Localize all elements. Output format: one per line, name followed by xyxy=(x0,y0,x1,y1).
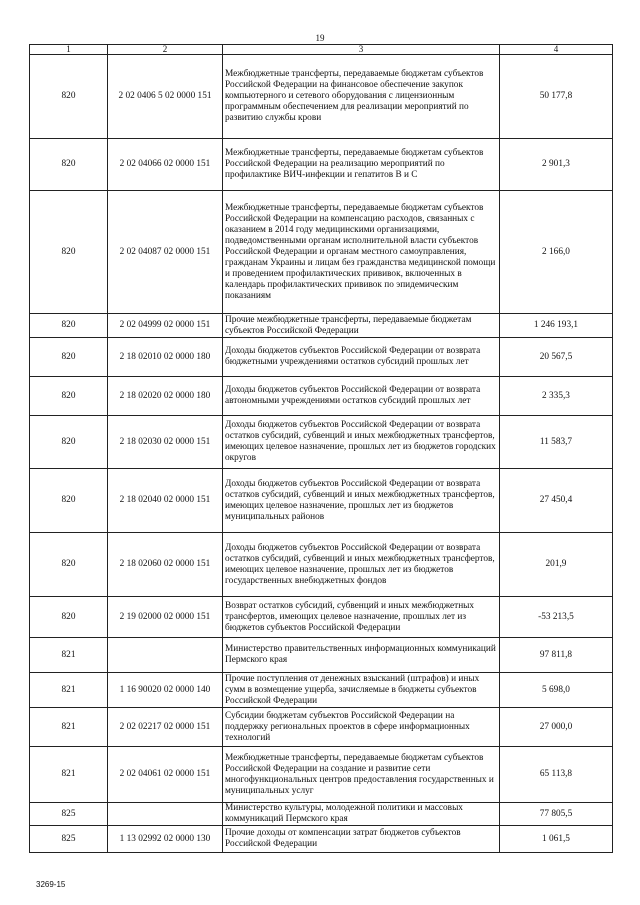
budget-code-cell: 2 18 02060 02 0000 151 xyxy=(108,533,223,597)
budget-code-cell: 2 18 02030 02 0000 151 xyxy=(108,416,223,469)
admin-code-cell: 820 xyxy=(30,139,108,191)
admin-code-cell: 820 xyxy=(30,191,108,314)
amount-cell: 1 246 193,1 xyxy=(500,314,613,338)
column-header-2: 2 xyxy=(108,45,223,55)
table-row xyxy=(30,803,613,826)
table-row xyxy=(30,638,613,673)
amount-cell: 2 901,3 xyxy=(500,139,613,191)
description-cell: Субсидии бюджетам субъектов Российской Федерации на поддержку региональных проектов в сфере информационных технологий xyxy=(223,708,500,747)
description-cell: Министерство культуры, молодежной политики и массовых коммуникаций Пермского края xyxy=(223,803,500,826)
amount-cell: 27 450,4 xyxy=(500,469,613,533)
description-cell: Межбюджетные трансферты, передаваемые бюджетам субъектов Российской Федерации на компенсацию расходов, связанных с оказанием в 2014 году медицинскими организациями, подведомственными органам исполнительной власти субъектов Российской Федерации и органам местного самоуправления, гражданам Украины и лицам без гражданства медицинской помощи и проведением профилактических прививок, включенных в календарь профилактических прививок по эпидемическим показаниям xyxy=(223,191,500,314)
amount-cell: 11 583,7 xyxy=(500,416,613,469)
header-row xyxy=(30,45,613,55)
admin-code-cell: 820 xyxy=(30,377,108,416)
budget-code-cell: 2 02 04087 02 0000 151 xyxy=(108,191,223,314)
amount-cell: -53 213,5 xyxy=(500,597,613,638)
admin-code-cell: 820 xyxy=(30,416,108,469)
table-row xyxy=(30,597,613,638)
budget-code-cell: 2 02 0406 5 02 0000 151 xyxy=(108,55,223,139)
budget-code-cell: 2 18 02020 02 0000 180 xyxy=(108,377,223,416)
amount-cell: 2 335,3 xyxy=(500,377,613,416)
table-row xyxy=(30,416,613,469)
description-cell: Министерство правительственных информационных коммуникаций Пермского края xyxy=(223,638,500,673)
table-row xyxy=(30,673,613,708)
amount-cell: 2 166,0 xyxy=(500,191,613,314)
amount-cell: 77 805,5 xyxy=(500,803,613,826)
column-header-1: 1 xyxy=(30,45,108,55)
budget-code-cell: 2 18 02040 02 0000 151 xyxy=(108,469,223,533)
table-row xyxy=(30,55,613,139)
admin-code-cell: 820 xyxy=(30,469,108,533)
admin-code-cell: 820 xyxy=(30,597,108,638)
admin-code-cell: 825 xyxy=(30,826,108,853)
budget-code-cell: 1 16 90020 02 0000 140 xyxy=(108,673,223,708)
admin-code-cell: 821 xyxy=(30,638,108,673)
budget-code-cell: 2 19 02000 02 0000 151 xyxy=(108,597,223,638)
budget-code-cell xyxy=(108,638,223,673)
table-row xyxy=(30,826,613,853)
description-cell: Межбюджетные трансферты, передаваемые бюджетам субъектов Российской Федерации на финансовое обеспечение закупок компьютерного и сетевого оборудования с лицензионным программным обеспечением для реализации мероприятий по развитию службы крови xyxy=(223,55,500,139)
admin-code-cell: 820 xyxy=(30,338,108,377)
admin-code-cell: 821 xyxy=(30,708,108,747)
description-cell: Доходы бюджетов субъектов Российской Федерации от возврата автономными учреждениями остатков субсидий прошлых лет xyxy=(223,377,500,416)
amount-cell: 27 000,0 xyxy=(500,708,613,747)
column-header-4: 4 xyxy=(500,45,613,55)
amount-cell: 50 177,8 xyxy=(500,55,613,139)
table-row xyxy=(30,708,613,747)
amount-cell: 65 113,8 xyxy=(500,747,613,803)
table-row xyxy=(30,314,613,338)
description-cell: Прочие межбюджетные трансферты, передаваемые бюджетам субъектов Российской Федерации xyxy=(223,314,500,338)
budget-code-cell: 1 13 02992 02 0000 130 xyxy=(108,826,223,853)
admin-code-cell: 820 xyxy=(30,533,108,597)
description-cell: Доходы бюджетов субъектов Российской Федерации от возврата бюджетными учреждениями остатков субсидий прошлых лет xyxy=(223,338,500,377)
table-row xyxy=(30,139,613,191)
table-row xyxy=(30,191,613,314)
admin-code-cell: 821 xyxy=(30,747,108,803)
table-row xyxy=(30,533,613,597)
amount-cell: 1 061,5 xyxy=(500,826,613,853)
description-cell: Доходы бюджетов субъектов Российской Федерации от возврата остатков субсидий, субвенций и иных межбюджетных трансфертов, имеющих целевое назначение, прошлых лет из бюджетов городских округов xyxy=(223,416,500,469)
admin-code-cell: 825 xyxy=(30,803,108,826)
description-cell: Межбюджетные трансферты, передаваемые бюджетам субъектов Российской Федерации на создание и развитие сети многофункциональных центров предоставления государственных и муниципальных услуг xyxy=(223,747,500,803)
budget-code-cell: 2 02 04999 02 0000 151 xyxy=(108,314,223,338)
budget-code-cell: 2 02 04061 02 0000 151 xyxy=(108,747,223,803)
table-row xyxy=(30,338,613,377)
amount-cell: 20 567,5 xyxy=(500,338,613,377)
footer-code: 3269-15 xyxy=(36,880,66,889)
amount-cell: 5 698,0 xyxy=(500,673,613,708)
table-row xyxy=(30,469,613,533)
description-cell: Прочие поступления от денежных взысканий (штрафов) и иных сумм в возмещение ущерба, зачисляемые в бюджеты субъектов Российской Федерации xyxy=(223,673,500,708)
column-header-3: 3 xyxy=(223,45,500,55)
description-cell: Доходы бюджетов субъектов Российской Федерации от возврата остатков субсидий, субвенций и иных межбюджетных трансфертов, имеющих целевое назначение, прошлых лет из бюджетов государственных внебюджетных фондов xyxy=(223,533,500,597)
description-cell: Межбюджетные трансферты, передаваемые бюджетам субъектов Российской Федерации на реализацию мероприятий по профилактике ВИЧ-инфекции и гепатитов В и С xyxy=(223,139,500,191)
admin-code-cell: 820 xyxy=(30,314,108,338)
amount-cell: 97 811,8 xyxy=(500,638,613,673)
amount-cell: 201,9 xyxy=(500,533,613,597)
admin-code-cell: 821 xyxy=(30,673,108,708)
admin-code-cell: 820 xyxy=(30,55,108,139)
description-cell: Доходы бюджетов субъектов Российской Федерации от возврата остатков субсидий, субвенций и иных межбюджетных трансфертов, имеющих целевое назначение, прошлых лет из бюджетов муниципальных районов xyxy=(223,469,500,533)
revenue-table xyxy=(29,44,613,853)
budget-code-cell xyxy=(108,803,223,826)
table-row xyxy=(30,747,613,803)
budget-code-cell: 2 02 04066 02 0000 151 xyxy=(108,139,223,191)
description-cell: Возврат остатков субсидий, субвенций и иных межбюджетных трансфертов, имеющих целевое назначение, прошлых лет из бюджетов субъектов Российской Федерации xyxy=(223,597,500,638)
budget-code-cell: 2 02 02217 02 0000 151 xyxy=(108,708,223,747)
description-cell: Прочие доходы от компенсации затрат бюджетов субъектов Российской Федерации xyxy=(223,826,500,853)
table-row xyxy=(30,377,613,416)
budget-code-cell: 2 18 02010 02 0000 180 xyxy=(108,338,223,377)
page-number: 19 xyxy=(315,33,325,43)
